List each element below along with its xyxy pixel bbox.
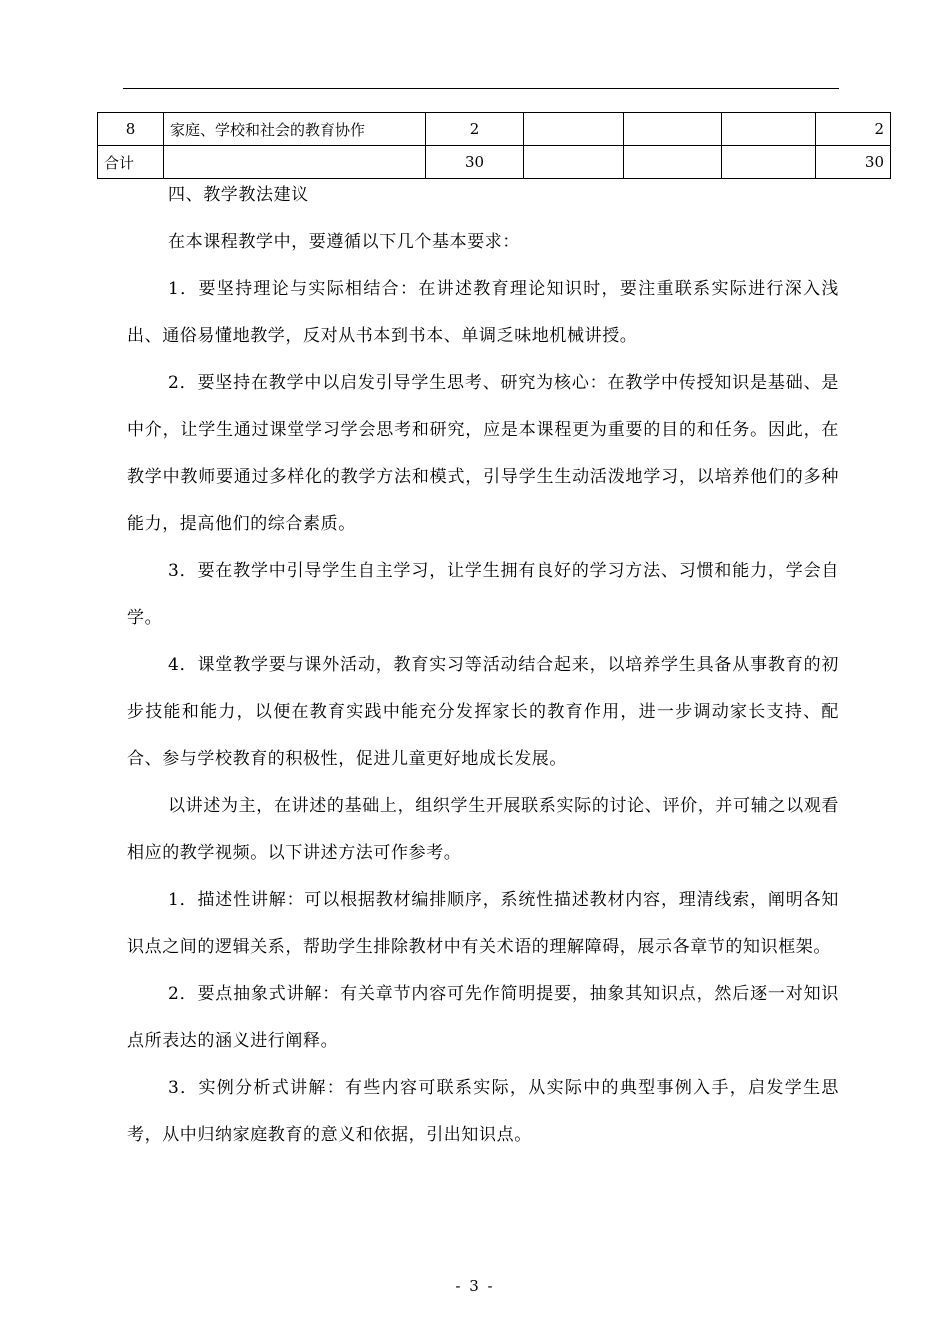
section-heading: 四、教学教法建议 <box>168 185 309 205</box>
page-number: - 3 - <box>455 1277 495 1295</box>
course-hours-table <box>97 112 891 179</box>
hours-cell: 2 <box>426 113 524 146</box>
table-row <box>98 113 891 146</box>
methods-intro: 以讲述为主，在讲述的基础上，组织学生开展联系实际的讨论、评价，并可辅之以观看相应的教学视频。以下讲述方法可作参考。 <box>127 796 839 863</box>
requirement-paragraph: 1．要坚持理论与实际相结合：在讲述教育理论知识时，要注重联系实际进行深入浅出、通俗易懂地教学，反对从书本到书本、单调乏味地机械讲授。 <box>127 279 839 346</box>
method-paragraph: 2．要点抽象式讲解：有关章节内容可先作简明提要，抽象其知识点，然后逐一对知识点所表达的涵义进行阐释。 <box>127 984 839 1051</box>
total-label-cell: 合计 <box>98 146 164 179</box>
header-rule <box>123 88 839 89</box>
chapter-title-cell: 家庭、学校和社会的教育协作 <box>164 113 426 146</box>
section-intro: 在本课程教学中，要遵循以下几个基本要求： <box>168 232 520 252</box>
section-content <box>127 172 839 1159</box>
total-hours-cell: 2 <box>816 113 891 146</box>
requirement-paragraph: 2．要坚持在教学中以启发引导学生思考、研究为核心：在教学中传授知识是基础、是中介，让学生通过课堂学习学会思考和研究，应是本课程更为重要的目的和任务。因此，在教学中教师要通过多样化的教学方法和模式，引导学生生动活泼地学习，以培养他们的多种能力，提高他们的综合素质。 <box>127 373 839 534</box>
method-paragraph: 1．描述性讲解：可以根据教材编排顺序，系统性描述教材内容，理清线索，阐明各知识点之间的逻辑关系，帮助学生排除教材中有关术语的理解障碍，展示各章节的知识框架。 <box>127 890 839 957</box>
requirement-paragraph: 3．要在教学中引导学生自主学习，让学生拥有良好的学习方法、习惯和能力，学会自学。 <box>127 561 839 628</box>
empty-cell <box>524 113 624 146</box>
requirement-paragraph: 4．课堂教学要与课外活动，教育实习等活动结合起来，以培养学生具备从事教育的初步技能和能力，以便在教育实践中能充分发挥家长的教育作用，进一步调动家长支持、配合、参与学校教育的积极性，促进儿童更好地成长发展。 <box>127 655 839 769</box>
method-paragraph: 3．实例分析式讲解：有些内容可联系实际，从实际中的典型事例入手，启发学生思考，从中归纳家庭教育的意义和依据，引出知识点。 <box>127 1078 839 1145</box>
chapter-number-cell: 8 <box>98 113 164 146</box>
total-hours-cell: 30 <box>816 146 891 179</box>
empty-cell <box>722 113 816 146</box>
hours-cell: 30 <box>426 146 524 179</box>
empty-cell <box>624 113 722 146</box>
